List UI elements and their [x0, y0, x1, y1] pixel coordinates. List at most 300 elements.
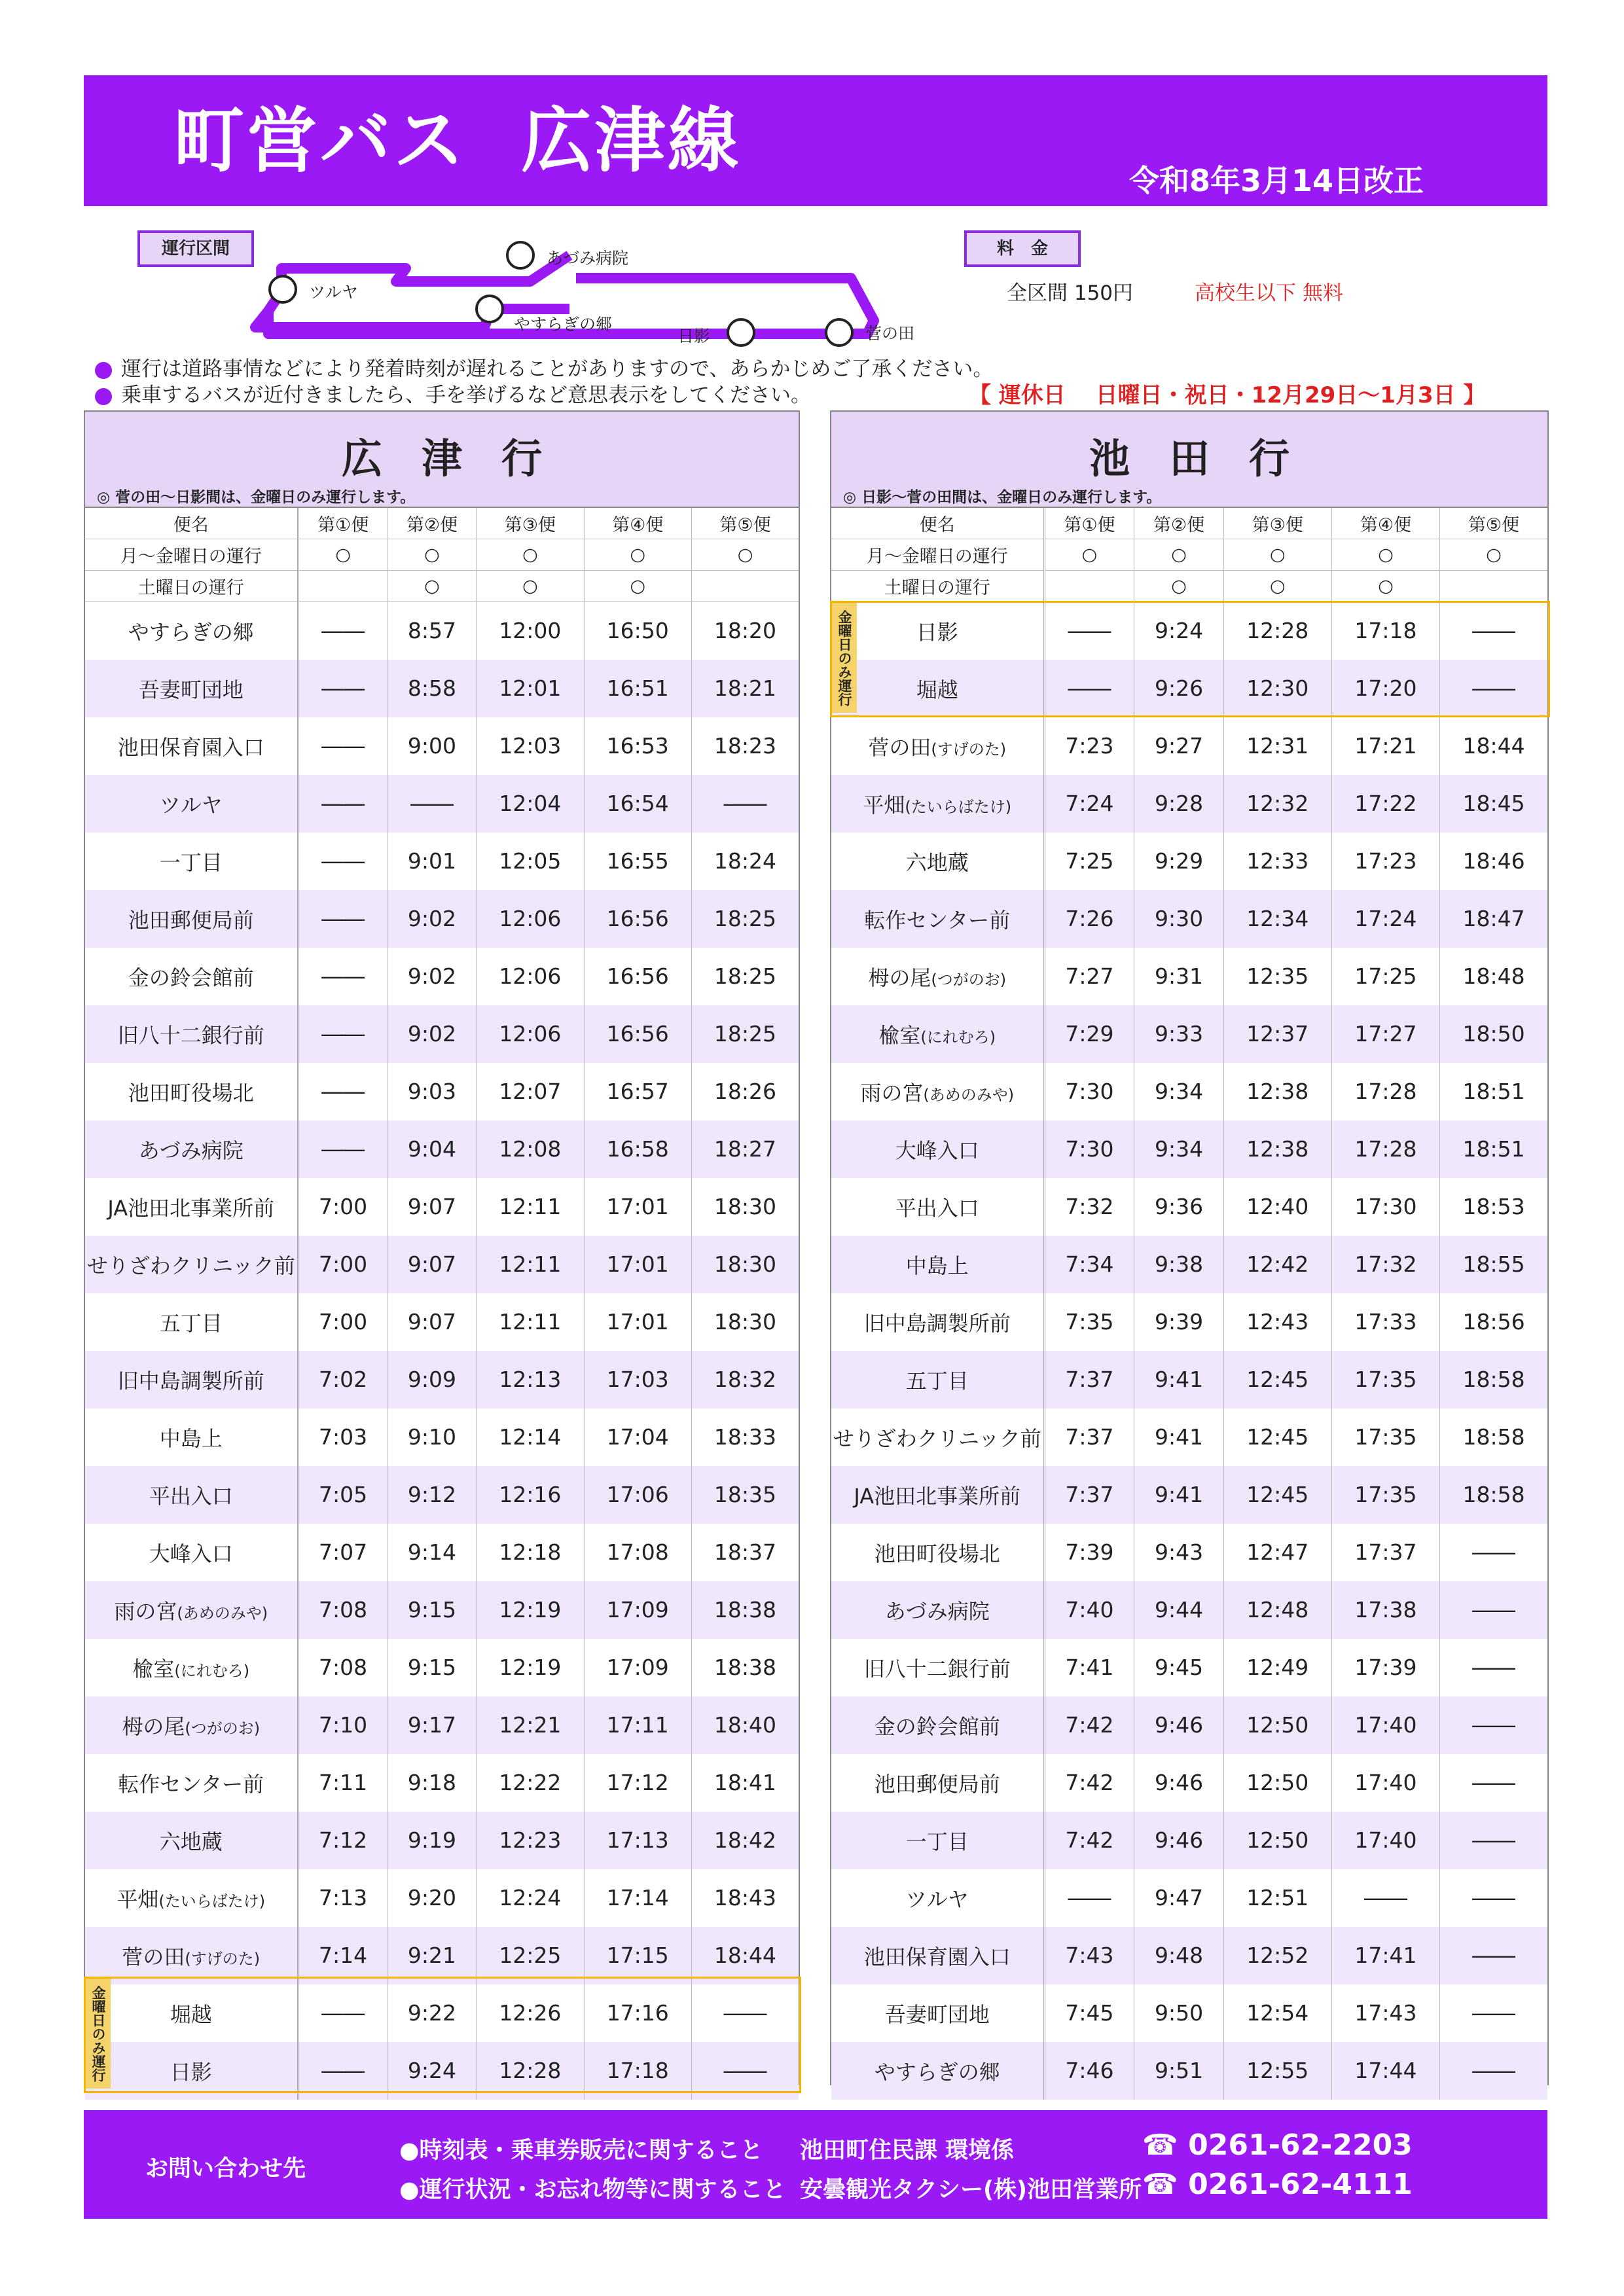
departure-time: 18:51 — [1440, 1121, 1547, 1178]
table-row — [831, 1408, 1547, 1466]
stop-name — [85, 1466, 298, 1524]
departure-time: 9:46 — [1134, 1696, 1223, 1754]
departure-time: 12:32 — [1223, 775, 1331, 833]
departure-time: 7:30 — [1044, 1121, 1134, 1178]
contact-office-operation: 安曇観光タクシー(株)池田営業所 — [800, 2177, 1142, 2203]
departure-time: 18:45 — [1440, 775, 1547, 833]
stop-label-yasuragi: やすらぎの郷 — [514, 315, 613, 334]
cell: 第④便 — [584, 508, 691, 539]
departure-time: 18:25 — [691, 890, 799, 948]
departure-time: 12:11 — [477, 1293, 584, 1351]
contact-phone-timetable[interactable]: ☎ 0261-62-2203 — [1142, 2128, 1413, 2162]
stop-name — [831, 1927, 1044, 1984]
departure-time: 12:50 — [1223, 1696, 1331, 1754]
departure-time: 9:01 — [388, 833, 476, 890]
departure-time: 12:06 — [477, 890, 584, 948]
cell — [1044, 571, 1134, 602]
stop-label: 堀越 — [170, 2001, 212, 2027]
cell: ○ — [477, 571, 584, 602]
departure-time: ―― — [298, 1984, 388, 2042]
table-row — [831, 1581, 1547, 1639]
departure-time: 7:42 — [1044, 1754, 1134, 1812]
departure-time: 9:39 — [1134, 1293, 1223, 1351]
departure-time: 12:08 — [477, 1121, 584, 1178]
table-row — [831, 1121, 1547, 1178]
stop-label: 中島上 — [905, 1253, 969, 1278]
stop-name — [831, 1581, 1044, 1639]
stop-name — [831, 1121, 1044, 1178]
departure-time: 12:43 — [1223, 1293, 1331, 1351]
stop-name — [85, 660, 298, 717]
departure-time: 17:39 — [1331, 1639, 1439, 1696]
departure-time: 18:26 — [691, 1063, 799, 1121]
cell: 第①便 — [1044, 508, 1134, 539]
departure-time: 12:52 — [1223, 1927, 1331, 1984]
stop-label: あづみ病院 — [884, 1598, 990, 1624]
departure-time: 9:02 — [388, 1005, 476, 1063]
departure-time: 9:47 — [1134, 1869, 1223, 1927]
cell: 第④便 — [1331, 508, 1439, 539]
stop-reading: (つがのお) — [185, 1719, 261, 1738]
departure-time: 9:46 — [1134, 1812, 1223, 1869]
stop-reading: (あめのみや) — [177, 1604, 268, 1623]
table-row — [831, 1236, 1547, 1293]
departure-time: 9:10 — [388, 1408, 476, 1466]
cell: 第①便 — [298, 508, 388, 539]
stop-name — [85, 1869, 298, 1927]
stop-name — [85, 1524, 298, 1581]
table-row — [831, 1524, 1547, 1581]
stop-name — [85, 1236, 298, 1293]
table-row — [831, 1005, 1547, 1063]
stop-name — [85, 890, 298, 948]
table-row — [85, 775, 799, 833]
departure-time: 17:01 — [584, 1178, 691, 1236]
departure-time: 12:23 — [477, 1812, 584, 1869]
stop-name — [85, 1293, 298, 1351]
departure-time: 9:19 — [388, 1812, 476, 1869]
departure-time: 12:13 — [477, 1351, 584, 1408]
departure-time: ―― — [691, 1984, 799, 2042]
departure-time: 16:56 — [584, 1005, 691, 1063]
cell: ○ — [584, 539, 691, 571]
stop-name — [831, 948, 1044, 1005]
departure-time: ―― — [298, 717, 388, 775]
departure-time: 12:21 — [477, 1696, 584, 1754]
stop-label: 中島上 — [159, 1426, 223, 1451]
stop-label: 雨の宮 — [860, 1080, 924, 1105]
table-row — [85, 1466, 799, 1524]
saturday-service-row — [831, 571, 1547, 602]
saturday-service-row — [85, 571, 799, 602]
departure-time: 18:43 — [691, 1869, 799, 1927]
departure-time: 12:22 — [477, 1754, 584, 1812]
departure-time: 16:50 — [584, 602, 691, 660]
departure-time: 8:57 — [388, 602, 476, 660]
departure-time: ―― — [1440, 1581, 1547, 1639]
route-section-label: 運行区間 — [137, 230, 254, 267]
departure-time: 12:06 — [477, 1005, 584, 1063]
departure-time: 9:38 — [1134, 1236, 1223, 1293]
timetable-note: ◎ 菅の田～日影間は、金曜日のみ運行します。 — [97, 489, 416, 506]
departure-time: ―― — [388, 775, 476, 833]
stop-name — [831, 1754, 1044, 1812]
fare-section-label: 料 金 — [964, 230, 1081, 267]
cell: ○ — [1044, 539, 1134, 571]
departure-time: ―― — [691, 2042, 799, 2100]
notice-delay: 運行は道路事情などにより発着時刻が遅れることがありますので、あらかじめご了承ください。 — [95, 352, 993, 382]
departure-time: 12:50 — [1223, 1812, 1331, 1869]
departure-time: ―― — [1440, 1524, 1547, 1581]
departure-time: 18:48 — [1440, 948, 1547, 1005]
departure-time: 7:32 — [1044, 1178, 1134, 1236]
stop-reading: (すげのた) — [185, 1949, 261, 1968]
stop-label: 旧中島調製所前 — [863, 1310, 1011, 1336]
departure-time: 17:44 — [1331, 2042, 1439, 2100]
stop-label-azumi: あづみ病院 — [547, 249, 629, 268]
departure-time: 12:19 — [477, 1639, 584, 1696]
cell: 第③便 — [477, 508, 584, 539]
departure-time: ―― — [1440, 1927, 1547, 1984]
cell: 第⑤便 — [691, 508, 799, 539]
departure-time: 17:21 — [1331, 717, 1439, 775]
stop-label: せりざわクリニック前 — [833, 1426, 1041, 1451]
departure-time: 7:27 — [1044, 948, 1134, 1005]
departure-time: 9:20 — [388, 1869, 476, 1927]
departure-time: 17:27 — [1331, 1005, 1439, 1063]
contact-phone-operation[interactable]: ☎ 0261-62-4111 — [1142, 2168, 1413, 2201]
stop-name — [831, 1408, 1044, 1466]
departure-time: 12:25 — [477, 1927, 584, 1984]
departure-time: 12:45 — [1223, 1466, 1331, 1524]
departure-time: 12:14 — [477, 1408, 584, 1466]
departure-time: 17:25 — [1331, 948, 1439, 1005]
departure-time: 9:51 — [1134, 2042, 1223, 2100]
timetable-header — [85, 412, 799, 508]
departure-time: 18:41 — [691, 1754, 799, 1812]
departure-time: 7:34 — [1044, 1236, 1134, 1293]
departure-time: 7:00 — [298, 1178, 388, 1236]
departure-time: ―― — [1440, 1754, 1547, 1812]
departure-time: 18:33 — [691, 1408, 799, 1466]
departure-time: 7:03 — [298, 1408, 388, 1466]
departure-time: 17:35 — [1331, 1351, 1439, 1408]
departure-time: ―― — [298, 2042, 388, 2100]
stop-label: 池田町役場北 — [874, 1541, 1000, 1566]
departure-time: 12:24 — [477, 1869, 584, 1927]
stop-reading: (つがのお) — [931, 970, 1007, 989]
departure-time: 17:12 — [584, 1754, 691, 1812]
departure-time: 9:31 — [1134, 948, 1223, 1005]
departure-time: 17:32 — [1331, 1236, 1439, 1293]
stop-name — [85, 717, 298, 775]
departure-time: 7:45 — [1044, 1984, 1134, 2042]
cell: ○ — [1223, 539, 1331, 571]
departure-time: ―― — [1331, 1869, 1439, 1927]
column-headers — [85, 508, 799, 539]
departure-time: 17:01 — [584, 1236, 691, 1293]
departure-time: 9:43 — [1134, 1524, 1223, 1581]
stop-name — [831, 1466, 1044, 1524]
departure-time: 7:40 — [1044, 1581, 1134, 1639]
departure-time: 17:04 — [584, 1408, 691, 1466]
friday-only-block — [84, 1977, 801, 2093]
table-row — [85, 1236, 799, 1293]
departure-time: 9:00 — [388, 717, 476, 775]
departure-time: 17:40 — [1331, 1812, 1439, 1869]
departure-time: 12:38 — [1223, 1121, 1331, 1178]
table-row — [85, 833, 799, 890]
departure-time: ―― — [298, 833, 388, 890]
departure-time: 18:58 — [1440, 1466, 1547, 1524]
departure-time: 12:33 — [1223, 833, 1331, 890]
stop-name — [831, 890, 1044, 948]
stop-label-hikage: 日影 — [677, 327, 711, 346]
departure-time: 18:35 — [691, 1466, 799, 1524]
departure-time: 12:54 — [1223, 1984, 1331, 2042]
stop-label: 吾妻町団地 — [884, 2001, 990, 2027]
departure-time: 12:26 — [477, 1984, 584, 2042]
departure-time: 17:33 — [1331, 1293, 1439, 1351]
stop-name — [85, 948, 298, 1005]
table-row — [85, 1927, 799, 1984]
stop-name — [85, 1408, 298, 1466]
departure-time: 9:29 — [1134, 833, 1223, 890]
departure-time: ―― — [1044, 660, 1134, 717]
departure-time: 12:50 — [1223, 1754, 1331, 1812]
departure-time: 9:26 — [1134, 660, 1223, 717]
departure-time: 18:53 — [1440, 1178, 1547, 1236]
stop-label: 楡室 — [878, 1022, 921, 1048]
departure-time: 9:33 — [1134, 1005, 1223, 1063]
table-row — [831, 775, 1547, 833]
departure-time: 16:51 — [584, 660, 691, 717]
stop-name — [85, 1581, 298, 1639]
notice-signal: 乗車するバスが近付きましたら、手を挙げるなど意思表示をしてください。 — [95, 378, 811, 408]
cell: ○ — [584, 571, 691, 602]
stop-label: 金の鈴会館前 — [874, 1713, 1000, 1739]
departure-time: ―― — [298, 948, 388, 1005]
departure-time: 12:45 — [1223, 1408, 1331, 1466]
departure-time: 17:14 — [584, 1869, 691, 1927]
table-row — [831, 1178, 1547, 1236]
timetable-title: 広津行 — [341, 435, 581, 482]
departure-time: 7:00 — [298, 1293, 388, 1351]
table-row — [831, 1812, 1547, 1869]
stop-label-tsuruya: ツルヤ — [309, 283, 359, 302]
departure-time: 17:13 — [584, 1812, 691, 1869]
departure-time: 17:38 — [1331, 1581, 1439, 1639]
departure-time: 9:46 — [1134, 1754, 1223, 1812]
stop-name — [85, 1927, 298, 1984]
timetable-grid — [831, 508, 1547, 2100]
departure-time: 12:05 — [477, 833, 584, 890]
stop-marker-hikage — [728, 319, 754, 346]
weekday-service-row — [831, 539, 1547, 571]
departure-time: 7:05 — [298, 1466, 388, 1524]
stop-label: やすらぎの郷 — [128, 619, 254, 645]
cell: 第⑤便 — [1440, 508, 1547, 539]
departure-time: 17:15 — [584, 1927, 691, 1984]
stop-name — [85, 1351, 298, 1408]
cell: ○ — [1134, 571, 1223, 602]
departure-time: 7:42 — [1044, 1812, 1134, 1869]
stop-name — [85, 1696, 298, 1754]
cell: ○ — [298, 539, 388, 571]
cell: ○ — [1331, 571, 1439, 602]
departure-time: 12:16 — [477, 1466, 584, 1524]
departure-time: 7:08 — [298, 1639, 388, 1696]
departure-time: ―― — [298, 1121, 388, 1178]
cell: ○ — [1134, 539, 1223, 571]
stop-reading: (すげのた) — [931, 740, 1007, 759]
departure-time: 9:24 — [1134, 602, 1223, 660]
departure-time: 18:24 — [691, 833, 799, 890]
cell: 第②便 — [1134, 508, 1223, 539]
cell — [1440, 571, 1547, 602]
table-row — [85, 1581, 799, 1639]
departure-time: 17:24 — [1331, 890, 1439, 948]
stop-name — [85, 1639, 298, 1696]
timetable-title: 池田行 — [1089, 435, 1329, 482]
departure-time: 9:41 — [1134, 1466, 1223, 1524]
departure-time: 7:29 — [1044, 1005, 1134, 1063]
stop-name — [831, 1524, 1044, 1581]
stop-label: 平畑 — [117, 1886, 159, 1912]
departure-time: 18:32 — [691, 1351, 799, 1408]
table-row — [85, 1351, 799, 1408]
departure-time: 12:31 — [1223, 717, 1331, 775]
stop-name — [831, 1869, 1044, 1927]
departure-time: ―― — [298, 1063, 388, 1121]
service-closed-days: 【 運休日 日曜日・祝日・12月29日～1月3日 】 — [969, 382, 1486, 408]
departure-time: 12:49 — [1223, 1639, 1331, 1696]
departure-time: 12:03 — [477, 717, 584, 775]
departure-time: 9:22 — [388, 1984, 476, 2042]
table-row — [831, 2042, 1547, 2100]
departure-time: 17:18 — [584, 2042, 691, 2100]
departure-time: 12:40 — [1223, 1178, 1331, 1236]
departure-time: ―― — [1440, 1696, 1547, 1754]
stop-reading: (たいらばたけ) — [158, 1892, 266, 1910]
departure-time: 17:28 — [1331, 1121, 1439, 1178]
departure-time: 9:07 — [388, 1293, 476, 1351]
table-row — [831, 833, 1547, 890]
departure-time: 7:39 — [1044, 1524, 1134, 1581]
departure-time: 12:07 — [477, 1063, 584, 1121]
table-row — [85, 717, 799, 775]
cell — [298, 571, 388, 602]
stop-label: 平出入口 — [895, 1195, 979, 1221]
timetable-hirotsu — [84, 410, 800, 2085]
departure-time: 17:08 — [584, 1524, 691, 1581]
departure-time: 18:30 — [691, 1293, 799, 1351]
cell — [691, 571, 799, 602]
row-label: 便名 — [85, 508, 298, 539]
departure-time: 18:38 — [691, 1639, 799, 1696]
contact-topic-timetable: ●時刻表・乗車券販売に関すること — [399, 2138, 763, 2164]
cell: ○ — [1223, 571, 1331, 602]
cell: ○ — [388, 571, 476, 602]
departure-time: 9:50 — [1134, 1984, 1223, 2042]
departure-time: 9:24 — [388, 2042, 476, 2100]
departure-time: 9:27 — [1134, 717, 1223, 775]
departure-time: 16:54 — [584, 775, 691, 833]
contact-label: お問い合わせ先 — [145, 2156, 306, 2182]
departure-time: 18:38 — [691, 1581, 799, 1639]
table-row — [85, 602, 799, 660]
departure-time: 7:42 — [1044, 1696, 1134, 1754]
stop-reading: (にれむろ) — [174, 1661, 250, 1680]
departure-time: 18:55 — [1440, 1236, 1547, 1293]
departure-time: 17:18 — [1331, 602, 1439, 660]
departure-time: 17:03 — [584, 1351, 691, 1408]
stop-label: あづみ病院 — [138, 1138, 244, 1163]
departure-time: 7:11 — [298, 1754, 388, 1812]
departure-time: 17:35 — [1331, 1466, 1439, 1524]
stop-label: 金の鈴会館前 — [128, 965, 254, 990]
friday-only-block — [830, 601, 1550, 717]
departure-time: 12:11 — [477, 1236, 584, 1293]
stop-label: 日影 — [170, 2059, 212, 2085]
stop-marker-azumi — [507, 242, 533, 268]
departure-time: 9:07 — [388, 1236, 476, 1293]
departure-time: 9:02 — [388, 948, 476, 1005]
departure-time: 12:48 — [1223, 1581, 1331, 1639]
table-row — [85, 1812, 799, 1869]
stop-name — [831, 1063, 1044, 1121]
row-label: 土曜日の運行 — [831, 571, 1044, 602]
stop-label: JA池田北事業所前 — [854, 1483, 1021, 1509]
departure-time: 18:44 — [1440, 717, 1547, 775]
table-row — [85, 1408, 799, 1466]
departure-time: 17:23 — [1331, 833, 1439, 890]
departure-time: 12:34 — [1223, 890, 1331, 948]
departure-time: 18:30 — [691, 1236, 799, 1293]
table-row — [831, 1466, 1547, 1524]
departure-time: 9:14 — [388, 1524, 476, 1581]
friday-only-tag: 金曜日のみ運行 — [86, 1979, 111, 2089]
stop-label: 池田町役場北 — [128, 1080, 254, 1105]
stop-label: 菅の田 — [868, 734, 931, 760]
departure-time: ―― — [1440, 602, 1547, 660]
departure-time: 9:09 — [388, 1351, 476, 1408]
bullet-icon — [95, 362, 112, 379]
departure-time: 9:15 — [388, 1639, 476, 1696]
departure-time: 18:20 — [691, 602, 799, 660]
departure-time: 7:43 — [1044, 1927, 1134, 1984]
stop-label: 池田保育園入口 — [117, 734, 264, 760]
departure-time: 9:17 — [388, 1696, 476, 1754]
stop-label: 旧中島調製所前 — [117, 1368, 264, 1393]
departure-time: ―― — [1044, 602, 1134, 660]
departure-time: 7:12 — [298, 1812, 388, 1869]
departure-time: 18:25 — [691, 1005, 799, 1063]
departure-time: ―― — [298, 602, 388, 660]
departure-time: 7:37 — [1044, 1351, 1134, 1408]
stop-name — [85, 602, 298, 660]
table-row — [831, 717, 1547, 775]
stop-name — [85, 1121, 298, 1178]
stop-label: 平出入口 — [149, 1483, 233, 1509]
stop-name — [831, 1236, 1044, 1293]
table-row — [831, 1869, 1547, 1927]
stop-label: 栂の尾 — [122, 1713, 185, 1739]
page-title: 町営バス 広津線 — [173, 100, 742, 182]
departure-time: 12:55 — [1223, 2042, 1331, 2100]
stop-reading: (たいらばたけ) — [905, 797, 1012, 816]
cell: ○ — [388, 539, 476, 571]
